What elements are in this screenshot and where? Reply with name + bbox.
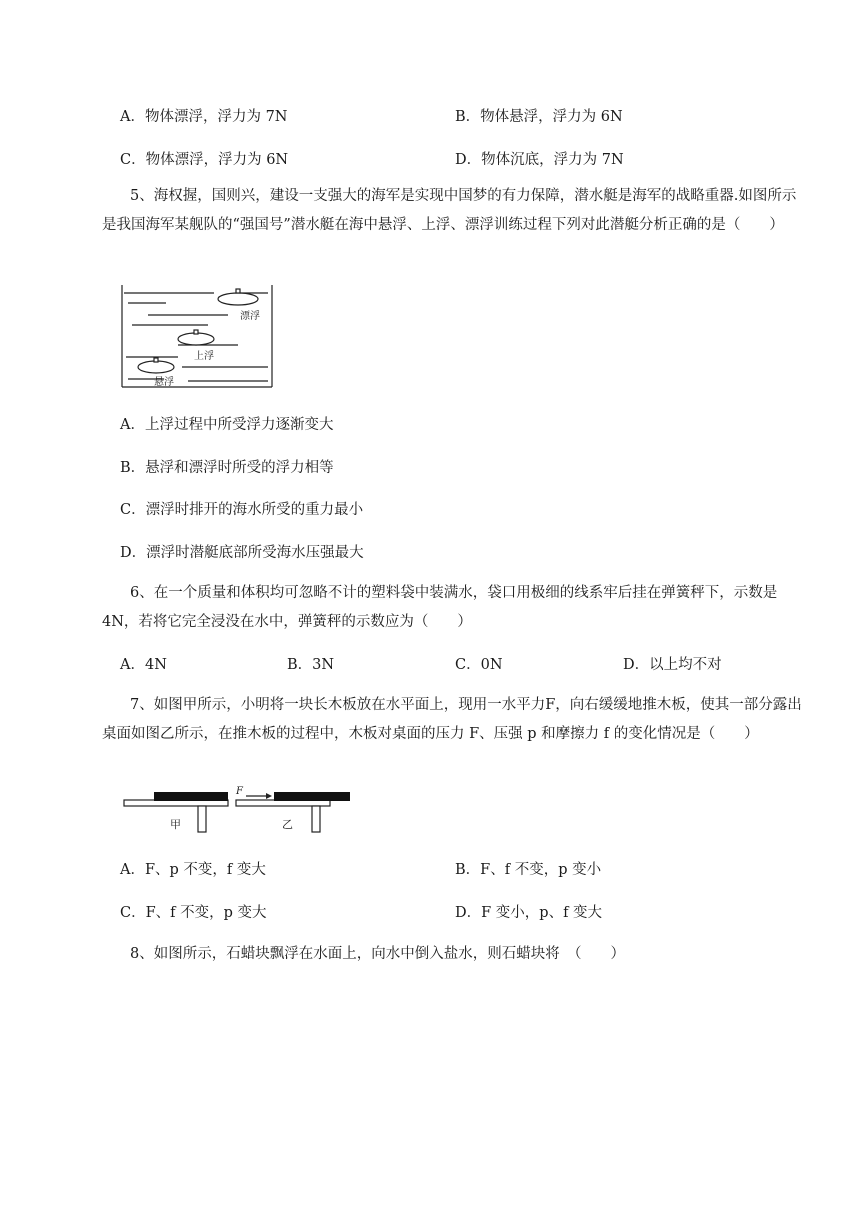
q6-option-b: B．3N (287, 657, 335, 673)
q4-option-a: A．物体漂浮，浮力为 7N (120, 109, 288, 125)
q5-stem: 5、海权握，国则兴，建设一支强大的海军是实现中国梦的有力保障，潜水艇是海军的战略重器.如图所示是我国海军某舰队的“强国号”潜水艇在海中悬浮、上浮、漂浮训练过程下列对此潜艇分析正确的是（ ） (102, 188, 797, 233)
label-float: 漂浮 (240, 311, 260, 322)
q4-option-d: D．物体沉底，浮力为 7N (455, 152, 624, 168)
q4-option-b: B．物体悬浮，浮力为 6N (455, 109, 623, 125)
q6-stem: 6、在一个质量和体积均可忽略不计的塑料袋中装满水，袋口用极细的线系牢后挂在弹簧秤下，示数是 4N，若将它完全浸没在水中，弹簧秤的示数应为（ ） (102, 585, 778, 630)
q6-option-c: C．0N (455, 657, 503, 673)
q5-option-d: D．漂浮时潜艇底部所受海水压强最大 (120, 545, 364, 561)
q7-option-b: B．F、f 不变，p 变小 (455, 862, 602, 878)
submarine-figure (118, 283, 278, 391)
label-jia: 甲 (170, 818, 181, 831)
q5-option-a: A．上浮过程中所受浮力逐渐变大 (120, 417, 334, 433)
q7-option-c: C．F、f 不变，p 变大 (120, 905, 267, 921)
label-yi: 乙 (282, 818, 293, 831)
q4-option-c: C．物体漂浮，浮力为 6N (120, 152, 289, 168)
label-force: F (236, 786, 243, 797)
board-figure (122, 786, 362, 836)
q8-stem: 8、如图所示，石蜡块飘浮在水面上，向水中倒入盐水，则石蜡块将 （ ） (130, 946, 625, 962)
q7-option-a: A．F、p 不变，f 变大 (120, 862, 266, 878)
q7-option-d: D．F 变小，p、f 变大 (455, 905, 603, 921)
q6-option-a: A．4N (120, 657, 167, 673)
q5-option-b: B．悬浮和漂浮时所受的浮力相等 (120, 460, 334, 476)
q6-option-d: D．以上均不对 (623, 657, 722, 673)
label-suspend: 悬浮 (154, 377, 174, 388)
q5-option-c: C．漂浮时排开的海水所受的重力最小 (120, 502, 364, 518)
label-rise: 上浮 (194, 351, 214, 362)
q7-stem: 7、如图甲所示，小明将一块长木板放在水平面上，现用一水平力F，向右缓缓地推木板，使其一部分露出桌面如图乙所示，在推木板的过程中，木板对桌面的压力 F、压强 p 和摩擦力 f 的变化情况是（ ） (102, 697, 802, 742)
